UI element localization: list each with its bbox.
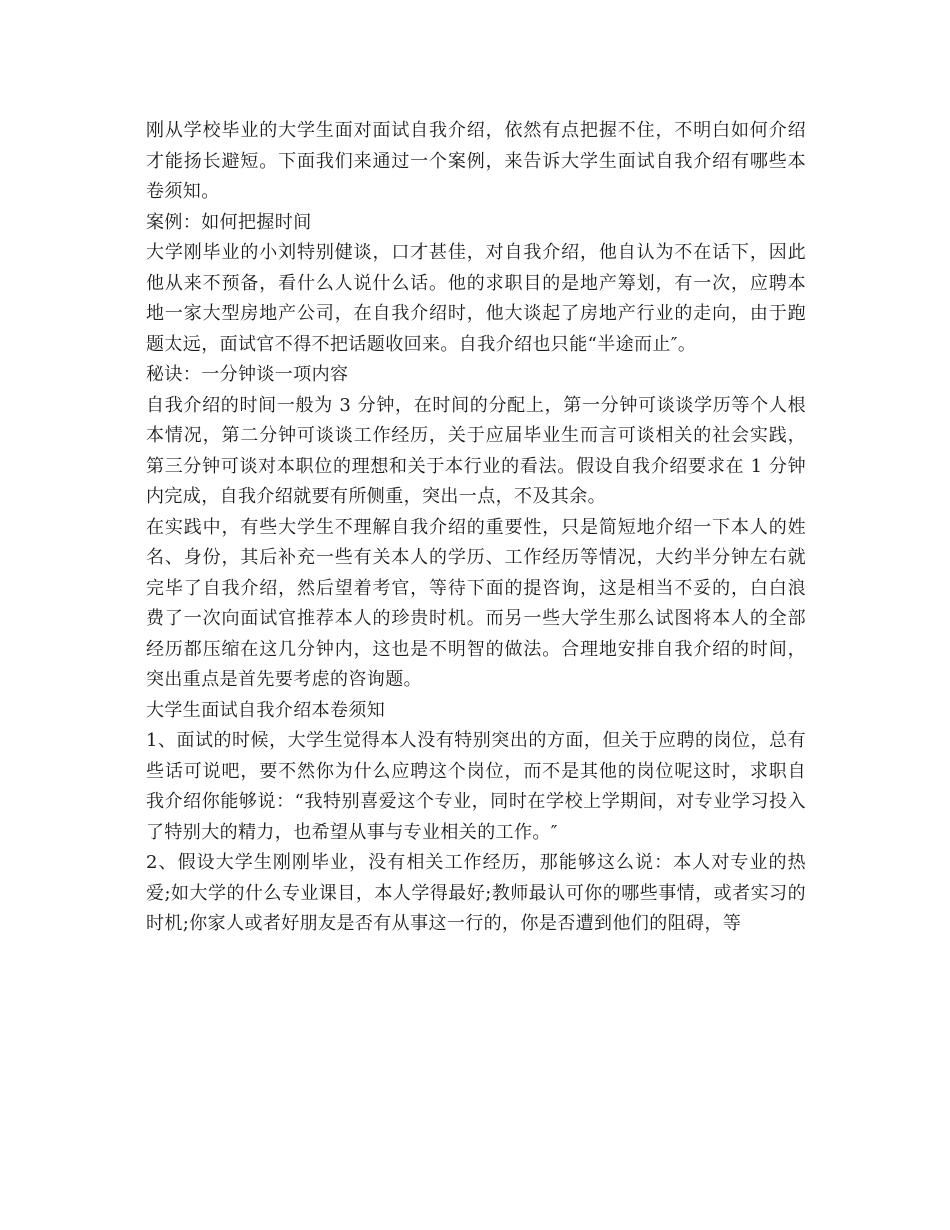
intro-paragraph: 刚从学校毕业的大学生面对面试自我介绍，依然有点把握不住，不明白如何介绍才能扬长避短。下面我们来通过一个案例，来告诉大学生面试自我介绍有哪些本卷须知。 — [146, 120, 806, 202]
note-item-1: 1、面试的时候，大学生觉得本人没有特别突出的方面，但关于应聘的岗位，总有些话可说吧，要不然你为什么应聘这个岗位，而不是其他的岗位呢这时，求职自我介绍你能够说：“我特别喜爱这个专业，同时在学校上学期间，对专业学习投入了特别大的精力，也希望从事与专业相关的工作。″ — [146, 730, 806, 843]
tip-heading: 秘诀：一分钟谈一项内容 — [146, 364, 349, 385]
practice-paragraph: 在实践中，有些大学生不理解自我介绍的重要性，只是简短地介绍一下本人的姓名、身份，其后补充一些有关本人的学历、工作经历等情况，大约半分钟左右就完毕了自我介绍，然后望着考官，等待下面的提咨询，这是相当不妥的，白白浪费了一次向面试官推荐本人的珍贵时机。而另一些大学生那么试图将本人的全部经历都压缩在这几分钟内，这也是不明智的做法。合理地安排自我介绍的时间，突出重点是首先要考虑的咨询题。 — [146, 516, 806, 690]
case-heading: 案例：如何把握时间 — [146, 211, 312, 233]
note-item-2: 2、假设大学生刚刚毕业，没有相关工作经历，那能够这么说：本人对专业的热爱;如大学的什么专业课目，本人学得最好;教师最认可你的哪些事情，或者实习的时机;你家人或者好朋友是否有从事这一行的，你是否遭到他们的阻碍，等 — [146, 852, 806, 934]
document-body — [146, 116, 806, 940]
time-allocation-paragraph: 自我介绍的时间一般为 3 分钟，在时间的分配上，第一分钟可谈谈学历等个人根本情况，第二分钟可谈谈工作经历，关于应届毕业生而言可谈相关的社会实践，第三分钟可谈对本职位的理想和关于本行业的看法。假设自我介绍要求在 1 分钟内完成，自我介绍就要有所侧重，突出一点，不及其余。 — [146, 394, 806, 507]
case-paragraph: 大学刚毕业的小刘特别健谈，口才甚佳，对自我介绍，他自认为不在话下，因此他从来不预备，看什么人说什么话。他的求职目的是地产筹划，有一次，应聘本地一家大型房地产公司，在自我介绍时，他大谈起了房地产行业的走向，由于跑题太远，面试官不得不把话题收回来。自我介绍也只能“半途而止″。 — [146, 242, 806, 355]
notes-heading: 大学生面试自我介绍本卷须知 — [146, 699, 386, 721]
